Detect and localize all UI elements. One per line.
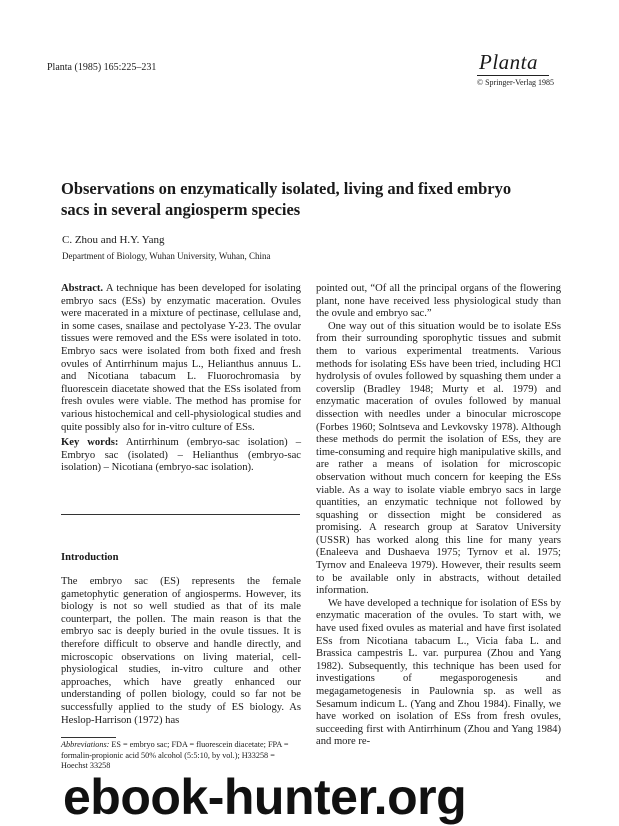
watermark: ebook-hunter.org [63,769,467,825]
keywords-label: Key words: [61,437,119,448]
journal-citation: Planta (1985) 165:225–231 [47,62,157,73]
right-paragraph-3: We have developed a technique for isolation of ESs by enzymatic maceration of the ovules. To start with, we have used fixed ovules as material and have first isolated ESs from Nicotiana tabacum L., Vicia faba L. and Brassica campestris L. var. purpurea (Zhou and Yang 1982). Subsequently, this technique has been used for investigations of megasporogenesis and megagametogenesis in Paulownia sp. as well as Sesamum indicum L. (Yang and Zhou 1984). Finally, we have worked on isolation of ESs from fresh ovules, succeeding first with Antirrhinum (Zhou and Yang 1984) and more re- [316,597,561,748]
section-divider [61,514,300,515]
footnote-text: ES = embryo sac; FDA = fluorescein diacetate; FPA = formalin-propionic acid 50% alcohol (5:5:10, by vol.); H33258 = Hoechst 33258 [61,740,289,771]
logo-rule [477,75,549,76]
keywords-text: Antirrhinum (embryo-sac isolation) – Embryo sac (isolated) – Helianthus (embryo-sac isolation) – Nicotiana (embryo-sac isolation). [61,437,301,474]
authors: C. Zhou and H.Y. Yang [62,234,165,246]
copyright-notice: © Springer-Verlag 1985 [477,78,555,87]
abstract [61,283,301,434]
right-column [316,283,561,749]
journal-logo: Planta [479,50,538,74]
right-paragraph-1: pointed out, “Of all the principal organs of the flowering plant, none have received less physiological study than the ovule and embryo sac.” [316,283,561,320]
abstract-label: Abstract. [61,283,104,294]
right-paragraph-2: One way out of this situation would be to isolate ESs from their surrounding sporophytic tissues and submit them to various experimental treatments. Various methods for isolating ESs have been tried, including HCl hydrolysis of ovules followed by squashing them under a coverslip (Bradley 1948; Murty et al. 1979) and enzymatic maceration of ovules followed by manual dissection with needles under a binocular microscope (Forbes 1960; Solntseva and Levkovsky 1978). Although these methods do permit the isolation of ESs, they are time-consuming and require high manipulative skills, and are rather a means of isolation for microscopic observation without much concern for keeping the ESs viable. As a way to isolate viable embryo sacs in large quantities, an enzymatic technique not followed by squashing or dissection might be considered as promising. A research group at Saratov University (USSR) has worked along this line for many years (Enaleeva and Dushaeva 1975; Tyrnov et al. 1975; Tyrnov and Enaleeva 1979). However, their results seem to be available only in abstracts, without detailed information. [316,320,561,597]
footnote-label: Abbreviations: [61,740,110,749]
section-heading-introduction: Introduction [61,552,119,563]
article-title: Observations on enzymatically isolated, living and fixed embryo sacs in several angiosperm species [61,179,512,219]
footnote [61,740,301,772]
introduction-paragraph: The embryo sac (ES) represents the female gametophytic generation of angiosperms. However, its biology is not so well studied as that of its male counterpart, the pollen. The main reason is that the embryo sac is deeply buried in the ovule tissues. It is therefore difficult to observe and handle directly, and microscopic observations on living material, cell-physiological studies, in-vitro culture and other approaches, which have greatly enhanced our understanding of pollen biology, could so far not be successfully applied to the study of ES biology. As Heslop-Harrison (1972) has [61,576,301,726]
affiliation: Department of Biology, Wuhan University, Wuhan, China [62,251,271,261]
abstract-text: A technique has been developed for isolating embryo sacs (ESs) by enzymatic maceration. Ovules were macerated in a mixture of pectinase, cellulase and, in some cases, snailase and pectolyase Y-23. The ovular tissues were removed and the ESs were isolated in toto. Embryo sacs were isolated from both fixed and fresh ovules of Antirrhinum majus L., Helianthus annuus L. and Nicotiana tabacum L. Fluorochromasia by fluorescein diacetate showed that the ESs isolated from fresh ovules were viable. The method has promise for various histochemical and cell-physiological studies and quite possibly also for in-vitro culture of ESs. [61,283,301,433]
footnote-rule [61,737,116,738]
keywords [61,437,301,475]
